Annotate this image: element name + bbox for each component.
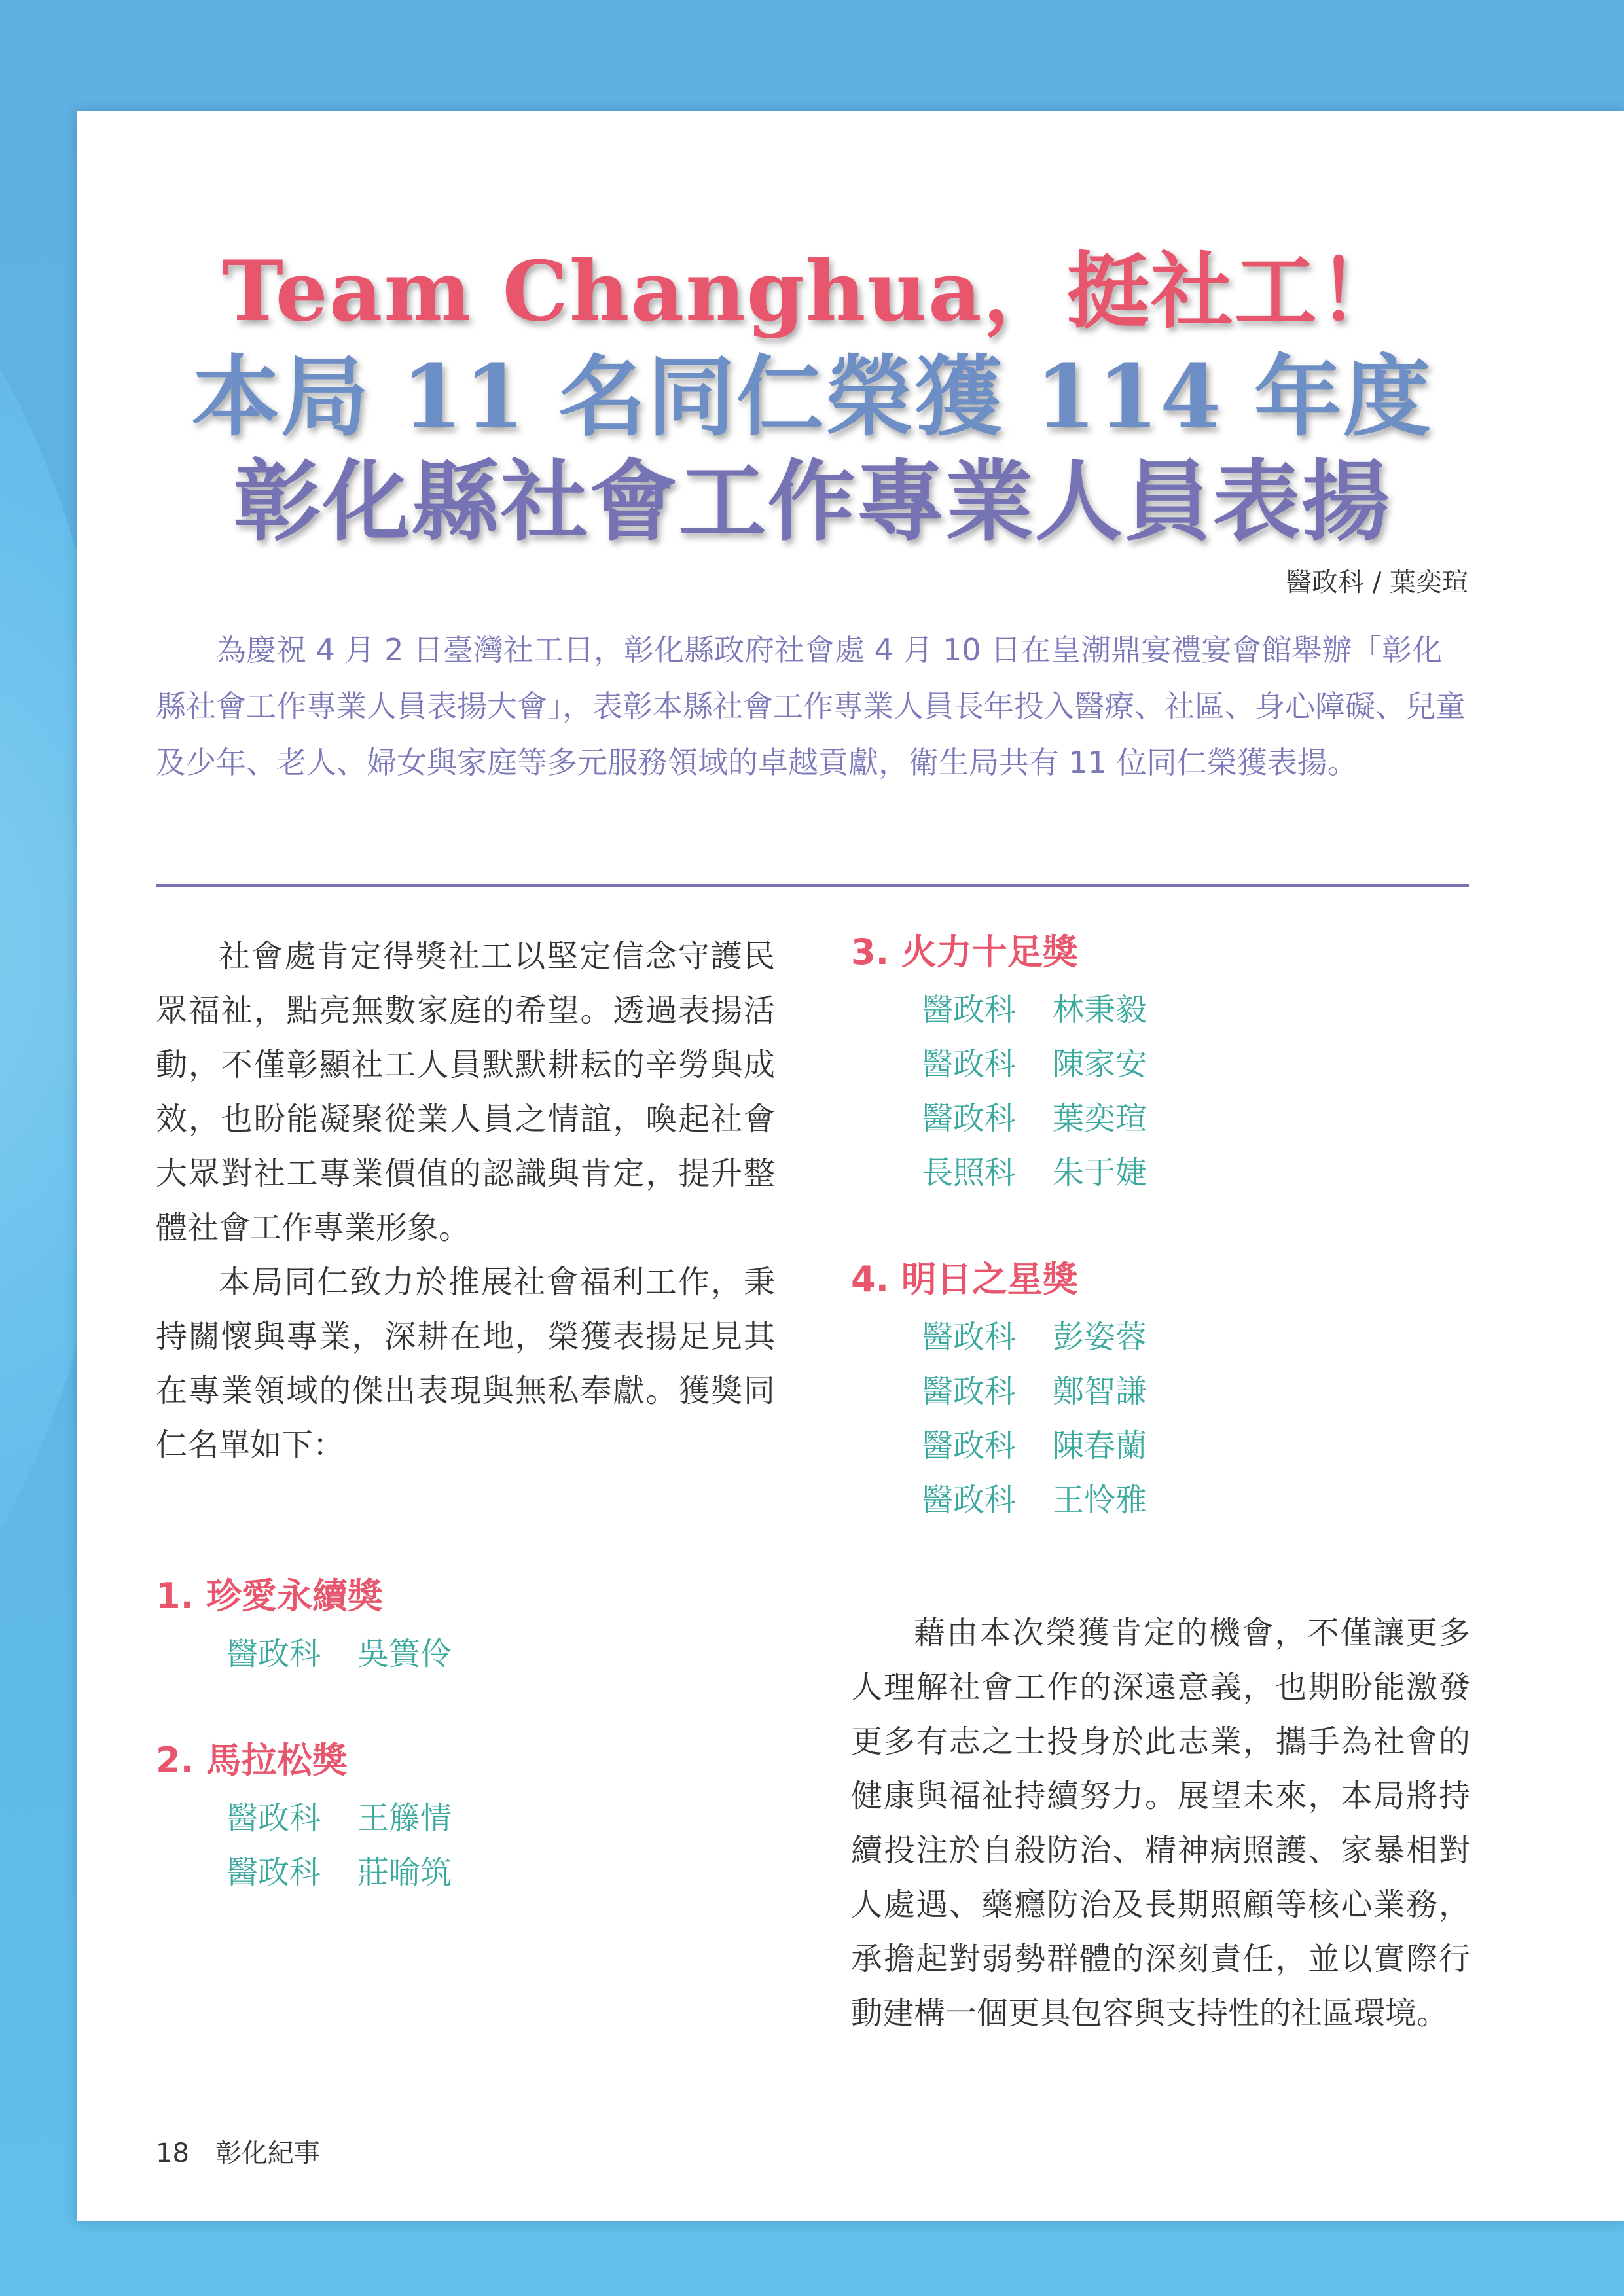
section-divider <box>156 884 1469 887</box>
body-paragraph-2: 本局同仁致力於推展社會福利工作，秉持關懷與專業，深耕在地，榮獲表揚足見其在專業領域的傑出表現與無私奉獻。獲獎同仁名單如下： <box>156 1264 775 1463</box>
winner-dept: 醫政科 <box>922 1046 1017 1083</box>
winner-name: 林秉毅 <box>1053 992 1147 1028</box>
winner-entry <box>851 1037 1470 1092</box>
winner-entry <box>156 1846 775 1900</box>
winner-entry <box>851 1473 1470 1528</box>
winner-entry <box>851 1365 1470 1419</box>
winner-dept: 醫政科 <box>922 1100 1017 1137</box>
winner-name: 彭姿蓉 <box>1053 1319 1147 1355</box>
winner-entry <box>851 1419 1470 1473</box>
winner-name: 王怜雅 <box>1053 1482 1147 1518</box>
winner-dept: 醫政科 <box>226 1636 321 1672</box>
award-section-2 <box>156 1738 775 1900</box>
winner-entry <box>851 1310 1470 1365</box>
author-byline: 醫政科 / 葉奕瑄 <box>1286 567 1468 598</box>
winner-name: 陳家安 <box>1053 1046 1147 1083</box>
winner-name: 朱于婕 <box>1053 1155 1147 1191</box>
winner-entry <box>156 1791 775 1846</box>
winner-entry <box>156 1627 775 1681</box>
title-line-2: 本局 11 名同仁榮獲 114 年度 <box>192 345 1432 448</box>
award-title: 3. 火力十足獎 <box>851 931 1078 973</box>
page-footer <box>156 2132 320 2170</box>
title-line-3: 彰化縣社會工作專業人員表揚 <box>233 450 1391 553</box>
winner-dept: 醫政科 <box>922 1373 1017 1410</box>
winner-entry <box>851 1092 1470 1146</box>
publication-name: 彰化紀事 <box>215 2138 320 2168</box>
award-title: 1. 珍愛永續獎 <box>156 1575 383 1617</box>
winner-name: 吳簣伶 <box>357 1636 452 1672</box>
award-title: 4. 明日之星獎 <box>851 1259 1078 1300</box>
winner-name: 陳春蘭 <box>1053 1427 1147 1464</box>
award-section-4 <box>851 1257 1470 1528</box>
winner-name: 王籐情 <box>357 1800 452 1837</box>
left-column <box>156 929 775 1900</box>
winner-dept: 長照科 <box>922 1155 1017 1191</box>
winner-dept: 醫政科 <box>922 1319 1017 1355</box>
winner-name: 鄭智謙 <box>1053 1373 1147 1410</box>
winner-dept: 醫政科 <box>922 992 1017 1028</box>
winner-dept: 醫政科 <box>226 1854 321 1891</box>
closing-paragraph: 藉由本次榮獲肯定的機會，不僅讓更多人理解社會工作的深遠意義，也期盼能激發更多有志之士投身於此志業，攜手為社會的健康與福祉持續努力。展望未來，本局將持續投注於自殺防治、精神病照護、家暴相對人處遇、藥癮防治及長期照顧等核心業務，承擔起對弱勢群體的深刻責任，並以實際行動建構一個更具包容與支持性的社區環境。 <box>851 1615 1470 2032</box>
award-title: 2. 馬拉松獎 <box>156 1740 348 1781</box>
winner-entry <box>851 1146 1470 1200</box>
winner-dept: 醫政科 <box>226 1800 321 1837</box>
award-section-1 <box>156 1573 775 1681</box>
page-number: 18 <box>156 2138 189 2168</box>
winner-entry <box>851 983 1470 1037</box>
winner-name: 葉奕瑄 <box>1053 1100 1147 1137</box>
right-column <box>851 929 1470 2041</box>
intro-paragraph: 為慶祝 4 月 2 日臺灣社工日，彰化縣政府社會處 4 月 10 日在皇潮鼎宴禮宴會館舉辦「彰化縣社會工作專業人員表揚大會」，表彰本縣社會工作專業人員長年投入醫療、社區、身心障礙、兒童及少年、老人、婦女與家庭等多元服務領域的卓越貢獻，衛生局共有 11 位同仁榮獲表揚。 <box>156 632 1466 780</box>
winner-name: 莊喻筑 <box>357 1854 452 1891</box>
winner-dept: 醫政科 <box>922 1427 1017 1464</box>
body-paragraph-1: 社會處肯定得獎社工以堅定信念守護民眾福祉，點亮無數家庭的希望。透過表揚活動，不僅彰顯社工人員默默耕耘的辛勞與成效，也盼能凝聚從業人員之情誼，喚起社會大眾對社工專業價值的認識與肯定，提升整體社會工作專業形象。 <box>156 938 775 1246</box>
winner-dept: 醫政科 <box>922 1482 1017 1518</box>
title-line-1: Team Changhua，挺社工！ <box>222 243 1402 340</box>
award-section-3 <box>851 929 1470 1200</box>
